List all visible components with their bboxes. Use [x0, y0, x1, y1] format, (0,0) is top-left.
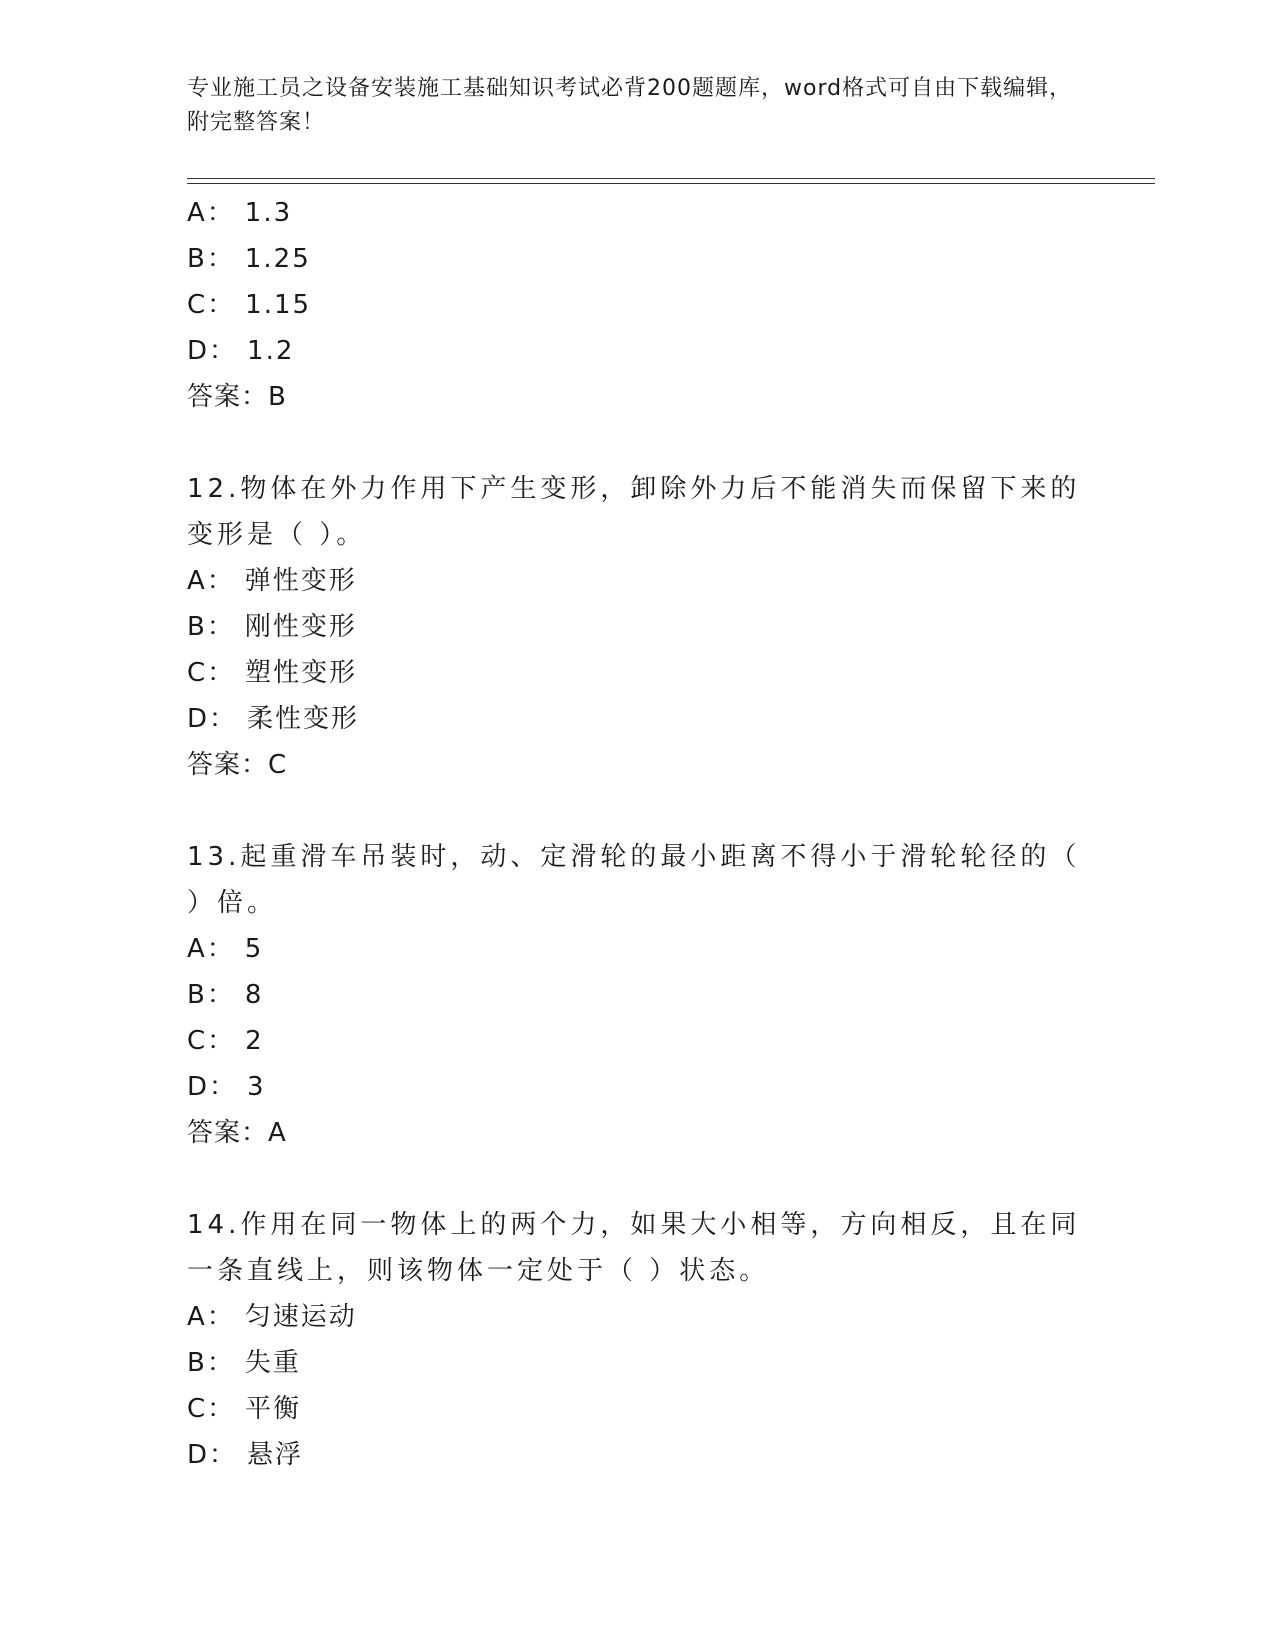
option-letter: A： — [187, 1302, 235, 1332]
option-text: 1.15 — [245, 290, 312, 320]
option-b — [187, 604, 1087, 650]
option-letter: D： — [187, 704, 238, 734]
option-text: 悬浮 — [247, 1440, 304, 1470]
answer-line: 答案：C — [187, 750, 288, 780]
answer-line: 答案：B — [187, 382, 287, 412]
option-letter: C： — [187, 290, 236, 320]
option-text: 5 — [244, 934, 264, 964]
option-letter: A： — [187, 198, 235, 228]
option-c — [187, 650, 1087, 696]
answer-line: 答案：A — [187, 1118, 287, 1148]
option-text: 平衡 — [245, 1394, 302, 1424]
option-a — [187, 190, 1087, 236]
question-text: 13.起重滑车吊装时，动、定滑轮的最小距离不得小于滑轮轮径的（ ）倍。 — [187, 842, 1081, 918]
header-title: 专业施工员之设备安装施工基础知识考试必背200题题库，word格式可自由下载编辑，附完整答案！ — [187, 76, 1073, 135]
header-divider-top — [187, 178, 1155, 179]
option-text: 柔性变形 — [247, 704, 360, 734]
question-text: 14.作用在同一物体上的两个力，如果大小相等，方向相反，且在同一条直线上，则该物体一定处于（ ）状态。 — [187, 1210, 1081, 1286]
option-letter: A： — [187, 566, 235, 596]
option-text: 塑性变形 — [245, 658, 358, 688]
option-a — [187, 558, 1087, 604]
option-letter: B： — [187, 244, 235, 274]
question-block-14 — [187, 1202, 1087, 1478]
option-letter: C： — [187, 658, 236, 688]
option-text: 2 — [245, 1026, 264, 1056]
option-d — [187, 328, 1087, 374]
option-letter: A： — [187, 934, 235, 964]
option-text: 弹性变形 — [244, 566, 357, 596]
option-letter: B： — [187, 980, 235, 1010]
option-letter: C： — [187, 1394, 236, 1424]
option-letter: D： — [187, 336, 238, 366]
option-a — [187, 1294, 1087, 1340]
option-letter: D： — [187, 1072, 238, 1102]
option-a — [187, 926, 1087, 972]
option-d — [187, 1432, 1087, 1478]
option-text: 3 — [247, 1072, 266, 1102]
question-block-13 — [187, 834, 1087, 1156]
option-d — [187, 1064, 1087, 1110]
option-c — [187, 1018, 1087, 1064]
option-text: 1.3 — [244, 198, 293, 228]
question-block-12 — [187, 466, 1087, 788]
option-text: 匀速运动 — [244, 1302, 357, 1332]
option-letter: B： — [187, 612, 235, 642]
option-b — [187, 1340, 1087, 1386]
option-c — [187, 1386, 1087, 1432]
question-text: 12.物体在外力作用下产生变形，卸除外力后不能消失而保留下来的变形是（ ）。 — [187, 474, 1081, 550]
option-b — [187, 972, 1087, 1018]
option-letter: C： — [187, 1026, 236, 1056]
option-text: 1.25 — [244, 244, 311, 274]
question-list — [187, 190, 1087, 1478]
option-text: 刚性变形 — [244, 612, 357, 642]
option-text: 8 — [244, 980, 264, 1010]
header-divider-bottom — [187, 183, 1155, 184]
option-d — [187, 696, 1087, 742]
document-header — [187, 72, 1087, 140]
option-letter: D： — [187, 1440, 238, 1470]
option-c — [187, 282, 1087, 328]
option-text: 1.2 — [247, 336, 295, 366]
option-letter: B： — [187, 1348, 235, 1378]
option-b — [187, 236, 1087, 282]
option-text: 失重 — [244, 1348, 301, 1378]
question-block-11 — [187, 190, 1087, 420]
